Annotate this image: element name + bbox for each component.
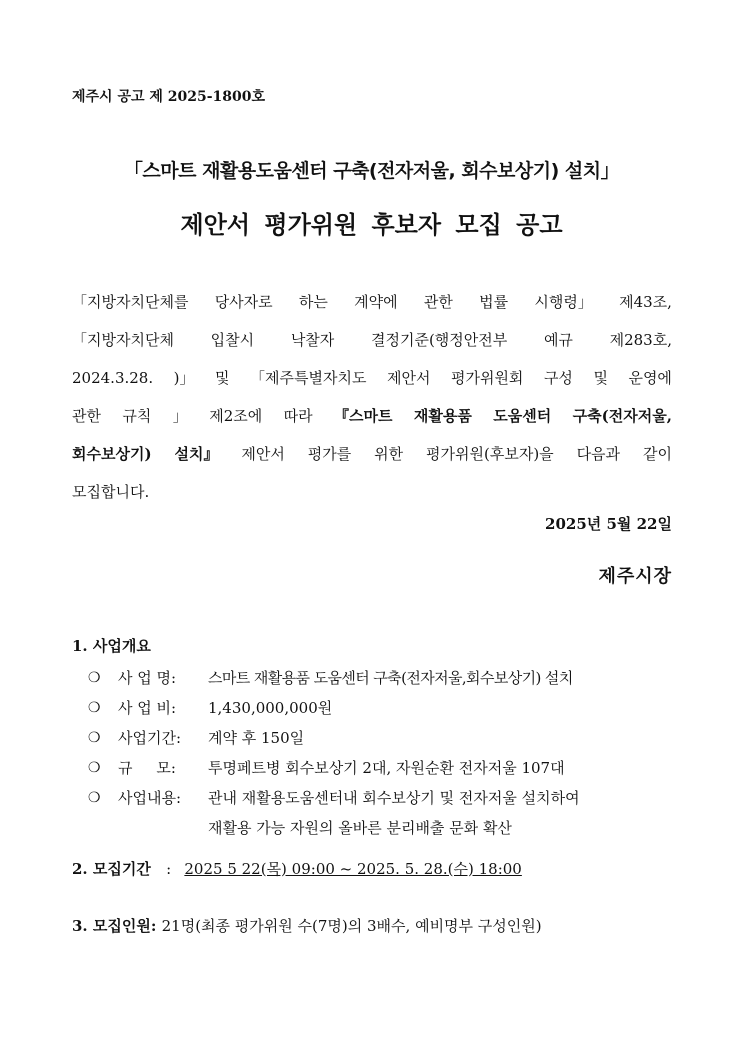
intro-word: 제43조,: [619, 293, 672, 311]
section-heading-overview: 1. 사업개요: [72, 637, 151, 655]
intro-word: 규칙: [122, 407, 152, 425]
intro-word: 도움센터: [493, 407, 552, 425]
intro-word: 「지방자치단체: [72, 331, 174, 349]
item-label: 규 모:: [118, 759, 176, 777]
list-item: [88, 786, 580, 816]
intro-word: 관한: [72, 407, 101, 425]
circle-bullet-icon: ❍: [88, 700, 101, 716]
intro-line: [72, 326, 672, 364]
circle-bullet-icon: ❍: [88, 790, 101, 806]
circle-bullet-icon: ❍: [88, 730, 101, 746]
item-label: 사업내용:: [118, 789, 182, 807]
item-value: 스마트 재활용품 도움센터 구축(전자저울,회수보상기) 설치: [208, 669, 573, 687]
intro-word: 설치』: [174, 445, 219, 463]
item-label: 사업기간:: [118, 729, 182, 747]
circle-bullet-icon: ❍: [88, 670, 101, 686]
intro-word: 제2조에: [209, 407, 263, 425]
intro-word: 평가위원(후보자)을: [426, 445, 554, 463]
list-item: [88, 696, 580, 726]
intro-word: 「제주특별자치도: [250, 369, 367, 387]
intro-word: 법률: [479, 293, 509, 311]
intro-word: 입찰시: [210, 331, 255, 349]
intro-word: 따라: [283, 407, 313, 425]
intro-word: 회수보상기): [72, 445, 152, 463]
overview-list: [88, 666, 580, 846]
intro-word: 제안서: [386, 369, 431, 387]
notice-subtitle: 제안서 평가위원 후보자 모집 공고: [180, 211, 563, 239]
notice-title: 「스마트 재활용도움센터 구축(전자저울, 회수보상기) 설치」: [123, 160, 620, 182]
intro-word: 다음과: [576, 445, 621, 463]
intro-word: 같이: [642, 445, 672, 463]
intro-word: 『스마트: [334, 407, 393, 425]
intro-word: 「지방자치단체를: [72, 293, 189, 311]
intro-word: 예규: [543, 331, 573, 349]
item-value: 1,430,000,000원: [208, 699, 333, 717]
list-item-continuation: 재활용 가능 자원의 올바른 분리배출 문화 확산: [208, 819, 512, 837]
item-value: 관내 재활용도움센터내 회수보상기 및 전자저울 설치하여: [208, 789, 580, 807]
section-heading-period: [72, 858, 522, 879]
item-value: 투명페트병 회수보상기 2대, 자원순환 전자저울 107대: [208, 759, 565, 777]
intro-word: 재활용품: [413, 407, 472, 425]
intro-word: 위한: [374, 445, 404, 463]
item-label: 사 업 명:: [118, 669, 177, 687]
intro-word: 시행령」: [534, 293, 593, 311]
intro-line: [72, 288, 672, 326]
intro-word: 」: [172, 407, 188, 425]
list-item: [88, 666, 580, 696]
circle-bullet-icon: ❍: [88, 760, 101, 776]
intro-word: 결정기준(행정안전부: [370, 331, 508, 349]
intro-word: 2024.3.28.: [72, 369, 154, 387]
intro-word: 관한: [423, 293, 453, 311]
intro-line: [72, 364, 672, 402]
intro-line: 모집합니다.: [72, 483, 150, 501]
intro-word: 구축(전자저울,: [572, 407, 672, 425]
item-value: 계약 후 150일: [208, 729, 305, 747]
intro-word: 당사자로: [214, 293, 273, 311]
intro-word: 제283호,: [609, 331, 672, 349]
recruits-heading: 3. 모집인원:: [72, 917, 157, 935]
period-value: 2025 5 22(목) 09:00 ~ 2025. 5. 28.(수) 18:00: [184, 860, 522, 878]
notice-date: 2025년 5월 22일: [545, 515, 672, 533]
intro-word: 평가위원회: [450, 369, 524, 387]
intro-word: 및: [215, 369, 230, 387]
intro-paragraph: [72, 288, 672, 516]
notice-number: 제주시 공고 제 2025-1800호: [72, 89, 266, 105]
signer: 제주시장: [598, 566, 672, 587]
item-label: 사 업 비:: [118, 699, 177, 717]
section-heading-recruits: [72, 915, 542, 936]
list-item: [88, 726, 580, 756]
intro-word: 계약에: [354, 293, 398, 311]
intro-line: [72, 402, 672, 440]
intro-word: 낙찰자: [290, 331, 335, 349]
list-item: [88, 756, 580, 786]
recruits-value: 21명(최종 평가위원 수(7명)의 3배수, 예비명부 구성인원): [161, 917, 542, 935]
intro-word: 운영에: [628, 369, 672, 387]
intro-line: [72, 440, 672, 478]
intro-word: )」: [173, 369, 195, 387]
intro-word: 제안서: [241, 445, 285, 463]
intro-word: 및: [593, 369, 608, 387]
intro-word: 구성: [543, 369, 573, 387]
intro-word: 하는: [298, 293, 328, 311]
period-heading: 2. 모집기간: [72, 860, 151, 878]
period-separator: :: [166, 860, 172, 878]
intro-word: 평가를: [307, 445, 352, 463]
